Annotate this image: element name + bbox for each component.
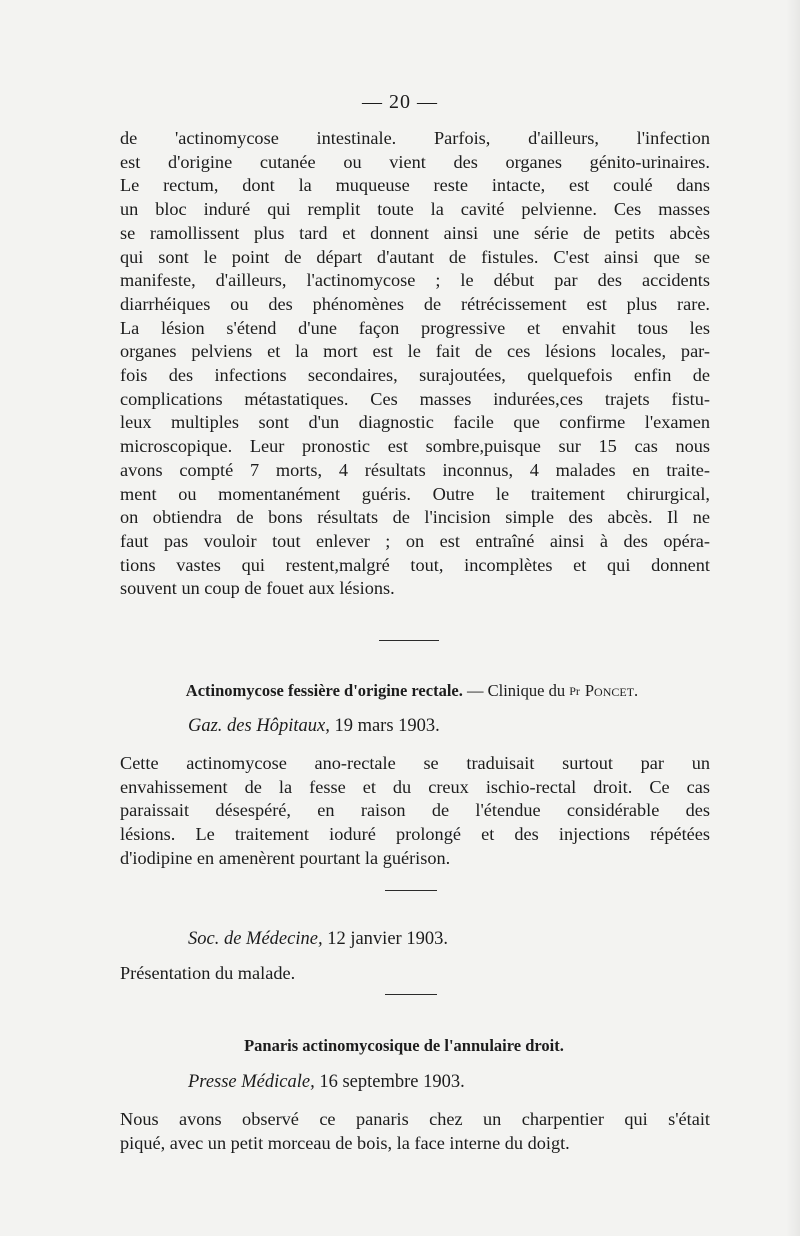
section-divider (379, 640, 439, 641)
text-line: d'iodipine en amenèrent pourtant la guérison. (120, 847, 451, 868)
text-line: lésions. Le traitement ioduré prolongé et des injections répétées (120, 824, 710, 845)
paragraph-intestinal-actinomycosis (120, 127, 710, 601)
text-line: souvent un coup de fouet aux lésions. (120, 578, 395, 599)
text-line: Présentation du malade. (120, 963, 296, 983)
text-line: ment ou momentanément guéris. Outre le traitement chirurgical, (120, 483, 710, 504)
journal-name: Gaz. des Hôpitaux, (188, 716, 330, 736)
text-line: diarrhéiques ou des phénomènes de rétrécissement est plus rare. (120, 293, 710, 314)
source-citation (188, 716, 440, 737)
text-line: organes pelviens et la mort est le fait de ces lésions locales, par- (120, 341, 710, 362)
heading-dash: — (462, 681, 488, 700)
text-line: microscopique. Leur pronostic est sombre,puisque sur 15 cas nous (120, 436, 710, 457)
paragraph-presentation (120, 962, 710, 986)
text-line: on obtiendra de bons résultats de l'incision simple des abcès. Il ne (120, 507, 710, 528)
section-divider (385, 890, 437, 891)
text-line: paraissait désespéré, en raison de l'étendue considérable des (120, 800, 710, 821)
text-line: de 'actinomycose intestinale. Parfois, d'ailleurs, l'infection (120, 128, 710, 148)
text-line: se ramollissent plus tard et donnent ainsi une série de petits abcès (120, 222, 710, 243)
source-citation (188, 929, 448, 950)
professor-abbrev: Pr (569, 684, 580, 698)
text-line: qui sont le point de départ d'autant de fistules. C'est ainsi que se (120, 246, 710, 267)
paragraph-case-description (120, 752, 710, 871)
paragraph-panaris-case (120, 1108, 710, 1155)
text-line: Cette actinomycose ano-rectale se traduisait surtout par un (120, 753, 710, 773)
section-heading-panaris (4, 1036, 800, 1056)
text-line: leux multiples sont d'un diagnostic facile que confirme l'examen (120, 412, 710, 433)
citation-date: 12 janvier 1903. (322, 929, 448, 949)
text-line: manifeste, d'ailleurs, l'actinomycose ; le début par des accidents (120, 270, 710, 291)
page-number: — 20 — (362, 91, 438, 113)
source-citation (188, 1072, 465, 1093)
section-divider (385, 994, 437, 995)
journal-name: Soc. de Médecine, (188, 929, 323, 949)
section-title: Actinomycose fessière d'origine rectale. (185, 681, 463, 700)
text-line: faut pas vouloir tout enlever ; on est entraîné ainsi à des opéra- (120, 530, 710, 551)
professor-name: Poncet. (584, 681, 639, 700)
citation-date: 16 septembre 1903. (314, 1072, 465, 1092)
text-line: est d'origine cutanée ou vient des organes génito-urinaires. (120, 151, 710, 172)
journal-name: Presse Médicale, (188, 1072, 315, 1092)
text-line: tions vastes qui restent,malgré tout, incomplètes et qui donnent (120, 554, 710, 575)
citation-date: 19 mars 1903. (329, 716, 440, 736)
text-line: avons compté 7 morts, 4 résultats inconnus, 4 malades en traite- (120, 459, 710, 480)
section-title: Panaris actinomycosique de l'annulaire droit. (244, 1036, 564, 1055)
text-line: un bloc induré qui remplit toute la cavité pelvienne. Ces masses (120, 199, 710, 220)
text-line: Nous avons observé ce panaris chez un charpentier qui s'était (120, 1109, 710, 1129)
text-line: Le rectum, dont la muqueuse reste intacte, est coulé dans (120, 175, 710, 196)
clinic-label: Clinique du (487, 681, 570, 700)
text-line: fois des infections secondaires, surajoutées, quelquefois enfin de (120, 365, 710, 386)
text-line: La lésion s'étend d'une façon progressive et envahit tous les (120, 317, 710, 338)
section-heading-anorectal (12, 681, 800, 701)
text-line: complications métastatiques. Ces masses indurées,ces trajets fistu- (120, 388, 710, 409)
text-line: envahissement de la fesse et du creux ischio-rectal droit. Ce cas (120, 776, 710, 797)
text-line: piqué, avec un petit morceau de bois, la face interne du doigt. (120, 1132, 570, 1153)
